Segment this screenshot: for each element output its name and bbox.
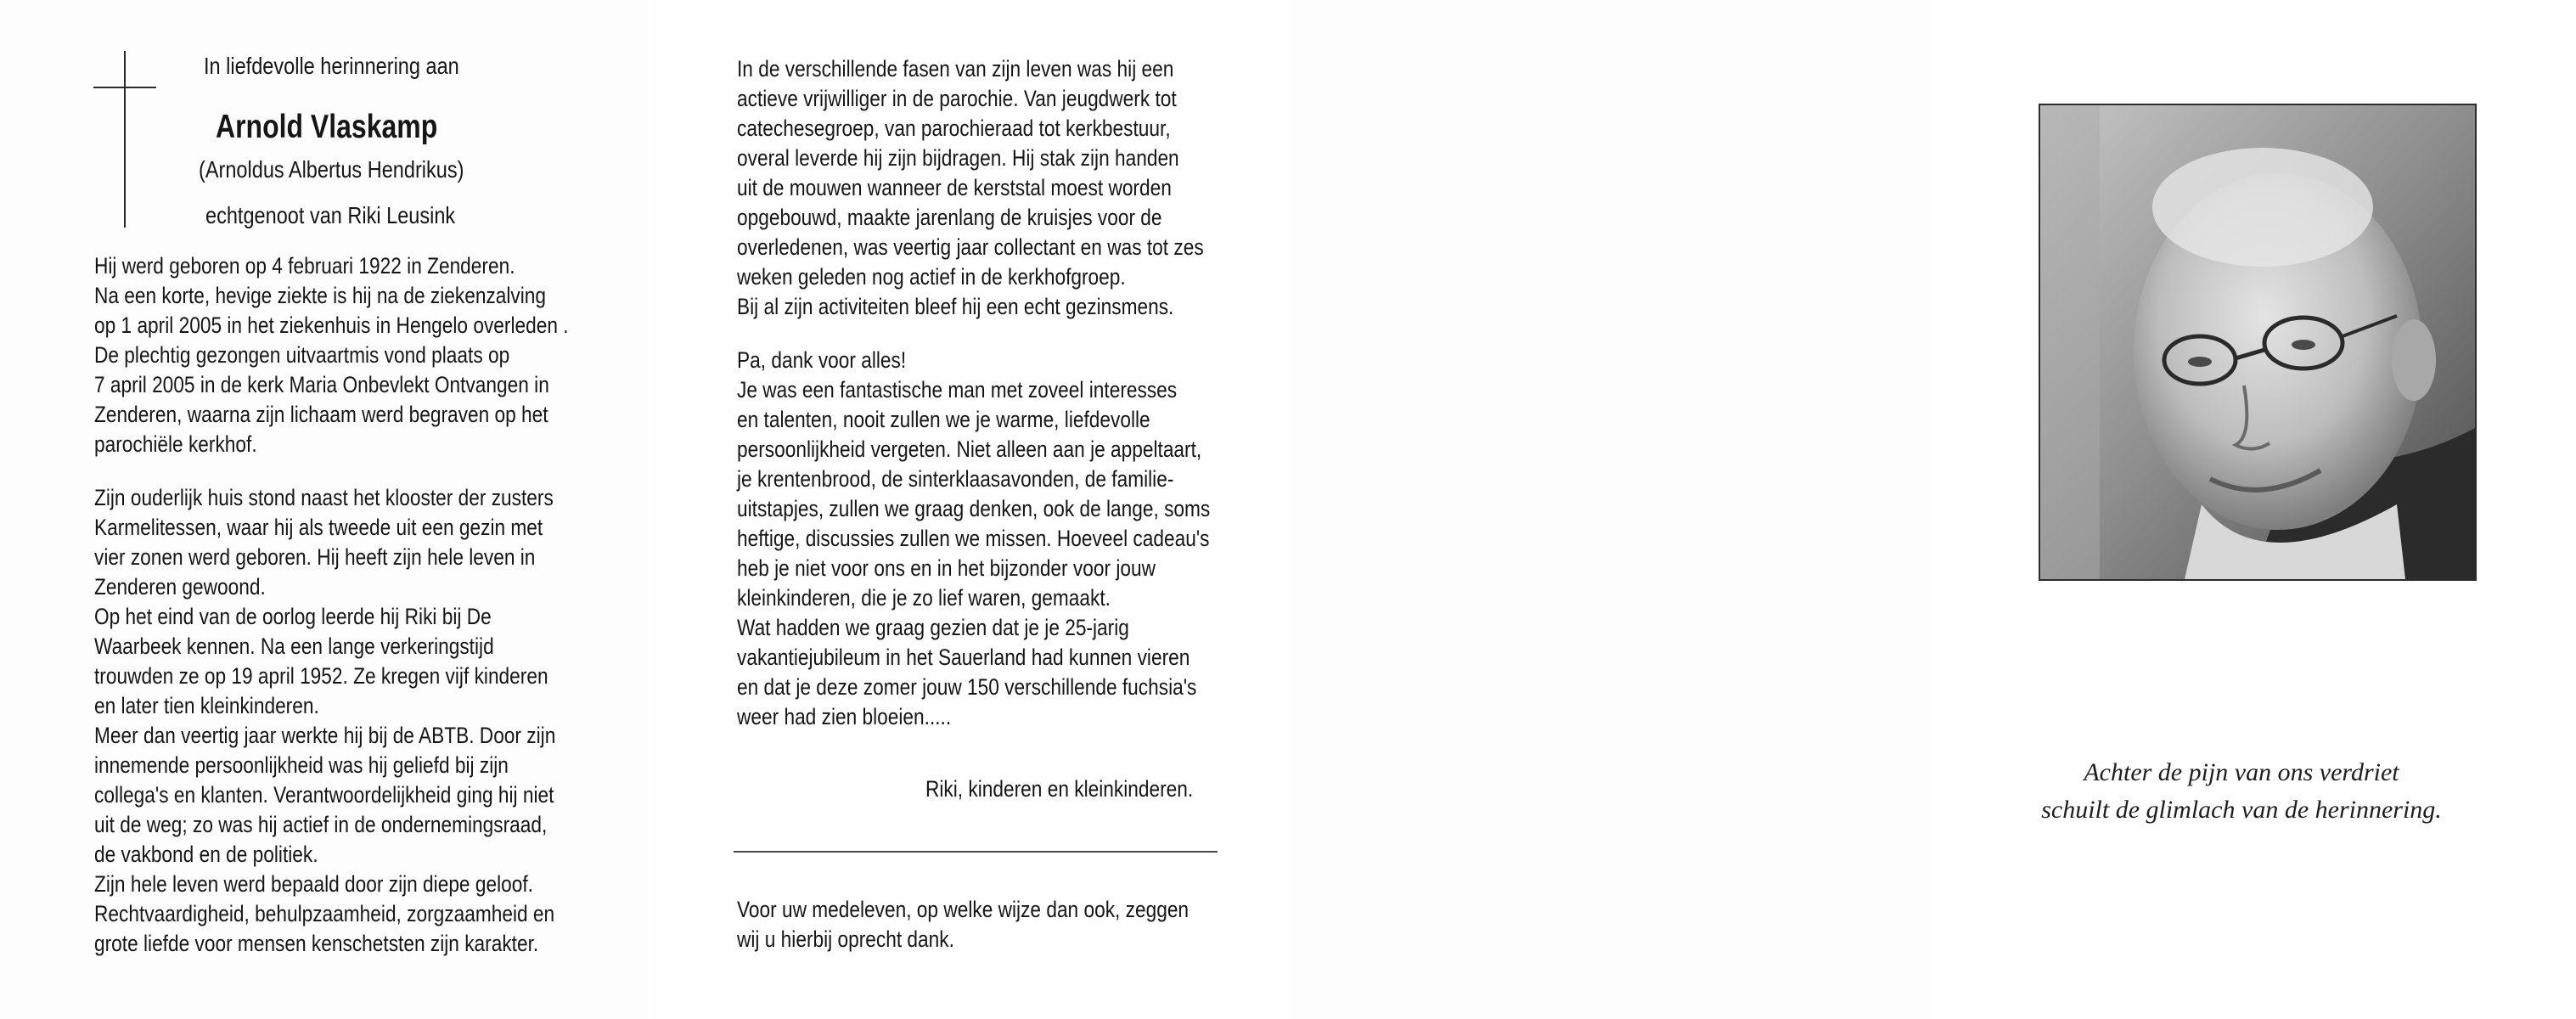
biography-line: op 1 april 2005 in het ziekenhuis in Hengelo overleden .: [94, 312, 569, 338]
tribute-line: uit de mouwen wanneer de kerststal moest worden: [737, 175, 1172, 200]
paragraph-gap: [737, 322, 1300, 346]
card-panel-left: [0, 0, 647, 1019]
deceased-name: Arnold Vlaskamp: [216, 109, 438, 145]
biography-line: de vakbond en de politiek.: [94, 842, 318, 867]
cross-icon-bar: [93, 87, 156, 88]
tribute-line: vakantiejubileum in het Sauerland had kunnen vieren: [737, 645, 1190, 670]
tribute-line: weer had zien bloeien.....: [737, 704, 952, 729]
tribute-line: catechesegroep, van parochieraad tot kerkbestuur,: [737, 115, 1171, 141]
tribute-line: je krentenbrood, de sinterklaasavonden, de familie-: [737, 466, 1174, 492]
biography-line: Zenderen gewoond.: [94, 574, 266, 600]
biography-line: Hij werd geboren op 4 februari 1922 in Zenderen.: [94, 253, 515, 279]
biography-line: Meer dan veertig jaar werkte hij bij de ABTB. Door zijn: [94, 723, 556, 748]
biography-line: en later tien kleinkinderen.: [94, 693, 319, 718]
spouse-line: echtgenoot van Riki Leusink: [205, 202, 456, 228]
tribute-line: kleinkinderen, die je zo lief waren, gemaakt.: [737, 585, 1111, 611]
tribute-line: overal leverde hij zijn bijdragen. Hij stak zijn handen: [737, 145, 1179, 171]
biography-line: Rechtvaardigheid, behulpzaamheid, zorgzaamheid en: [94, 901, 555, 926]
biography-line: Zenderen, waarna zijn lichaam werd begraven op het: [94, 402, 548, 427]
paragraph-gap: [94, 459, 659, 483]
biography-line: parochiële kerkhof.: [94, 431, 257, 457]
biography-line: 7 april 2005 in de kerk Maria Onbevlekt Ontvangen in: [94, 372, 549, 397]
biography-line: Op het eind van de oorlog leerde hij Riki bij De: [94, 604, 492, 629]
tribute-line: Pa, dank voor alles!: [737, 347, 907, 373]
biography-line: De plechtig gezongen uitvaartmis vond plaats op: [94, 342, 510, 368]
tribute-line: uitstapjes, zullen we graag denken, ook de lange, soms: [737, 496, 1211, 521]
signature: Riki, kinderen en kleinkinderen.: [925, 776, 1194, 802]
biography-line: Karmelitessen, waar hij als tweede uit een gezin met: [94, 515, 543, 540]
biography-line: trouwden ze op 19 april 1952. Ze kregen vijf kinderen: [94, 663, 548, 689]
quote-line: schuilt de glimlach van de herinnering.: [2041, 796, 2442, 824]
tribute-line: persoonlijkheid vergeten. Niet alleen aan je appeltaart,: [737, 436, 1202, 462]
biography-text: [94, 251, 659, 959]
divider-line: [734, 851, 1218, 853]
thanks-line: Voor uw medeleven, op welke wijze dan ook, zeggen: [737, 897, 1190, 922]
tribute-line: heftige, discussies zullen we missen. Hoeveel cadeau's: [737, 526, 1210, 551]
thanks-text: [737, 895, 1274, 954]
quote-line: Achter de pijn van ons verdriet: [2084, 758, 2399, 786]
biography-line: Waarbeek kennen. Na een lange verkeringstijd: [94, 633, 494, 659]
tribute-line: In de verschillende fasen van zijn leven was hij een: [737, 56, 1174, 82]
tribute-line: heb je niet voor ons en in het bijzonder voor jouw: [737, 555, 1156, 581]
biography-line: vier zonen werd geboren. Hij heeft zijn hele leven in: [94, 544, 536, 570]
biography-line: Zijn ouderlijk huis stond naast het klooster der zusters: [94, 485, 554, 510]
tribute-line: overledenen, was veertig jaar collectant en was tot zes: [737, 234, 1204, 260]
intro-text: In liefdevolle herinnering aan: [204, 53, 459, 79]
biography-line: Na een korte, hevige ziekte is hij na de ziekenzalving: [94, 283, 547, 308]
biography-line: uit de weg; zo was hij actief in de ondernemingsraad,: [94, 812, 548, 837]
tribute-line: Je was een fantastische man met zoveel interesses: [737, 377, 1178, 403]
memorial-quote: [1970, 754, 2513, 829]
tribute-line: actieve vrijwilliger in de parochie. Van jeugdwerk tot: [737, 86, 1177, 111]
biography-line: innemende persoonlijkheid was hij geliefd bij zijn: [94, 752, 509, 778]
cross-icon: [124, 51, 126, 228]
tribute-line: en talenten, nooit zullen we je warme, liefdevolle: [737, 407, 1150, 432]
full-name: (Arnoldus Albertus Hendrikus): [199, 156, 464, 183]
portrait-photo: [2039, 104, 2477, 581]
biography-line: grote liefde voor mensen kenschetsten zijn karakter.: [94, 931, 539, 956]
tribute-line: weken geleden nog actief in de kerkhofgroep.: [737, 264, 1126, 290]
tribute-text: [737, 54, 1300, 732]
tribute-line: Wat hadden we graag gezien dat je je 25-jarig: [737, 615, 1129, 640]
portrait-image: [2040, 105, 2475, 579]
thanks-line: wij u hierbij oprecht dank.: [737, 926, 954, 952]
biography-line: collega's en klanten. Verantwoordelijkheid ging hij niet: [94, 782, 554, 808]
tribute-line: opgebouwd, maakte jarenlang de kruisjes voor de: [737, 205, 1162, 230]
tribute-line: Bij al zijn activiteiten bleef hij een echt gezinsmens.: [737, 294, 1174, 319]
biography-line: Zijn hele leven werd bepaald door zijn diepe geloof.: [94, 871, 533, 897]
card-panel-blank: [1292, 0, 1933, 1019]
tribute-line: en dat je deze zomer jouw 150 verschillende fuchsia's: [737, 674, 1197, 700]
